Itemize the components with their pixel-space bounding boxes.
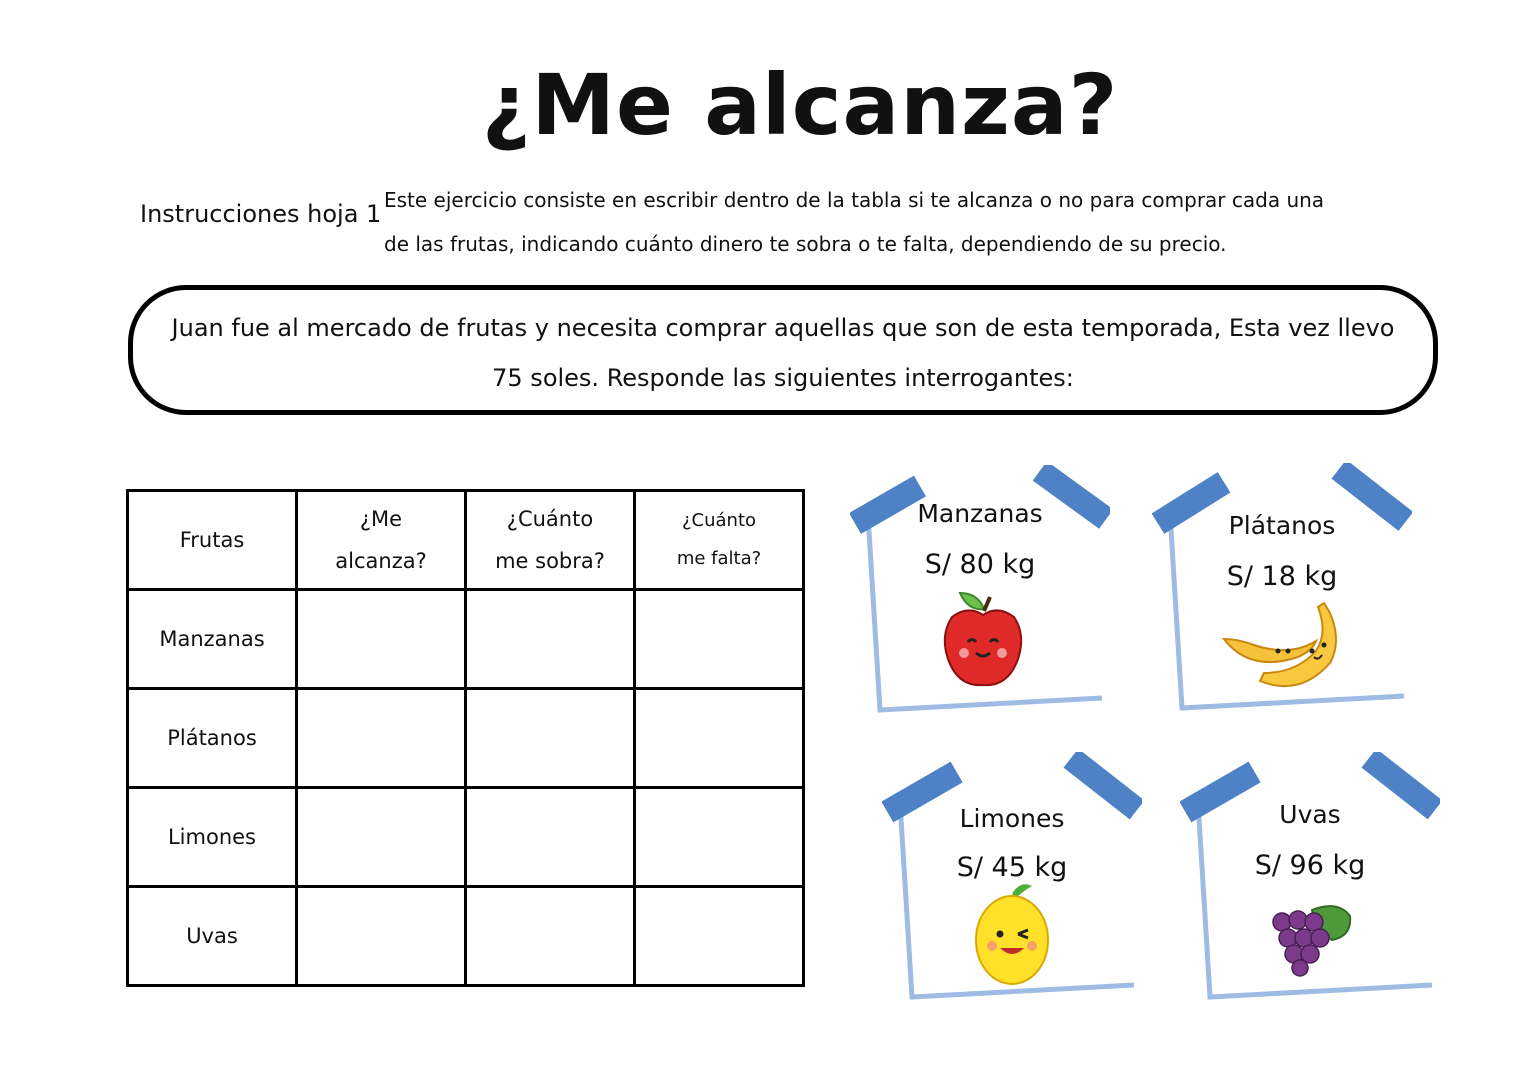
answer-table (126, 489, 805, 987)
instructions-line-2: de las frutas, indicando cuánto dinero te sobra o te falta, dependiendo de su precio. (384, 232, 1227, 256)
header-cuanto-falta: ¿Cuánto me falta? (635, 491, 804, 590)
answer-cell[interactable] (635, 590, 804, 689)
answer-cell[interactable] (635, 887, 804, 986)
card-price: S/ 45 kg (956, 852, 1068, 883)
page-title: ¿Me alcanza? (481, 56, 1119, 154)
card-price: S/ 96 kg (1254, 850, 1366, 881)
card-name: Limones (959, 804, 1065, 833)
card-name: Manzanas (917, 499, 1043, 528)
answer-cell[interactable] (297, 887, 466, 986)
table-row (128, 689, 804, 788)
answer-cell[interactable] (466, 689, 635, 788)
answer-cell[interactable] (466, 887, 635, 986)
table-row (128, 788, 804, 887)
header-cuanto-sobra: ¿Cuánto me sobra? (466, 491, 635, 590)
price-card-platanos (1152, 463, 1412, 713)
header-me-alcanza: ¿Me alcanza? (297, 491, 466, 590)
apple-icon (938, 587, 1028, 692)
answer-cell[interactable] (466, 788, 635, 887)
grapes-icon (1268, 900, 1358, 978)
card-price: S/ 80 kg (924, 549, 1036, 580)
price-card-limones (882, 752, 1142, 1002)
card-name: Plátanos (1228, 511, 1336, 540)
card-price: S/ 18 kg (1226, 561, 1338, 592)
instructions-line-1: Este ejercicio consiste en escribir dentro de la tabla si te alcanza o no para comprar cada una (384, 188, 1325, 212)
story-box (128, 285, 1438, 415)
price-card-uvas (1180, 752, 1440, 1002)
banana-icon (1220, 593, 1344, 693)
instructions-label: Instrucciones hoja 1 (140, 200, 382, 228)
header-frutas: Frutas (128, 491, 297, 590)
table-header-row (128, 491, 804, 590)
answer-cell[interactable] (466, 590, 635, 689)
table-row (128, 590, 804, 689)
lemon-icon (970, 880, 1060, 990)
answer-cell[interactable] (635, 689, 804, 788)
answer-cell[interactable] (635, 788, 804, 887)
answer-cell[interactable] (297, 590, 466, 689)
price-card-manzanas (850, 465, 1110, 715)
answer-cell[interactable] (297, 788, 466, 887)
row-label-platanos: Plátanos (128, 689, 297, 788)
card-name: Uvas (1279, 800, 1341, 829)
story-line-1: Juan fue al mercado de frutas y necesita comprar aquellas que son de esta temporada, Esta vez llevo (171, 314, 1395, 342)
instructions-text (384, 178, 1404, 266)
row-label-manzanas: Manzanas (128, 590, 297, 689)
story-line-2: 75 soles. Responde las siguientes interrogantes: (492, 364, 1074, 392)
row-label-limones: Limones (128, 788, 297, 887)
answer-cell[interactable] (297, 689, 466, 788)
table-row (128, 887, 804, 986)
row-label-uvas: Uvas (128, 887, 297, 986)
